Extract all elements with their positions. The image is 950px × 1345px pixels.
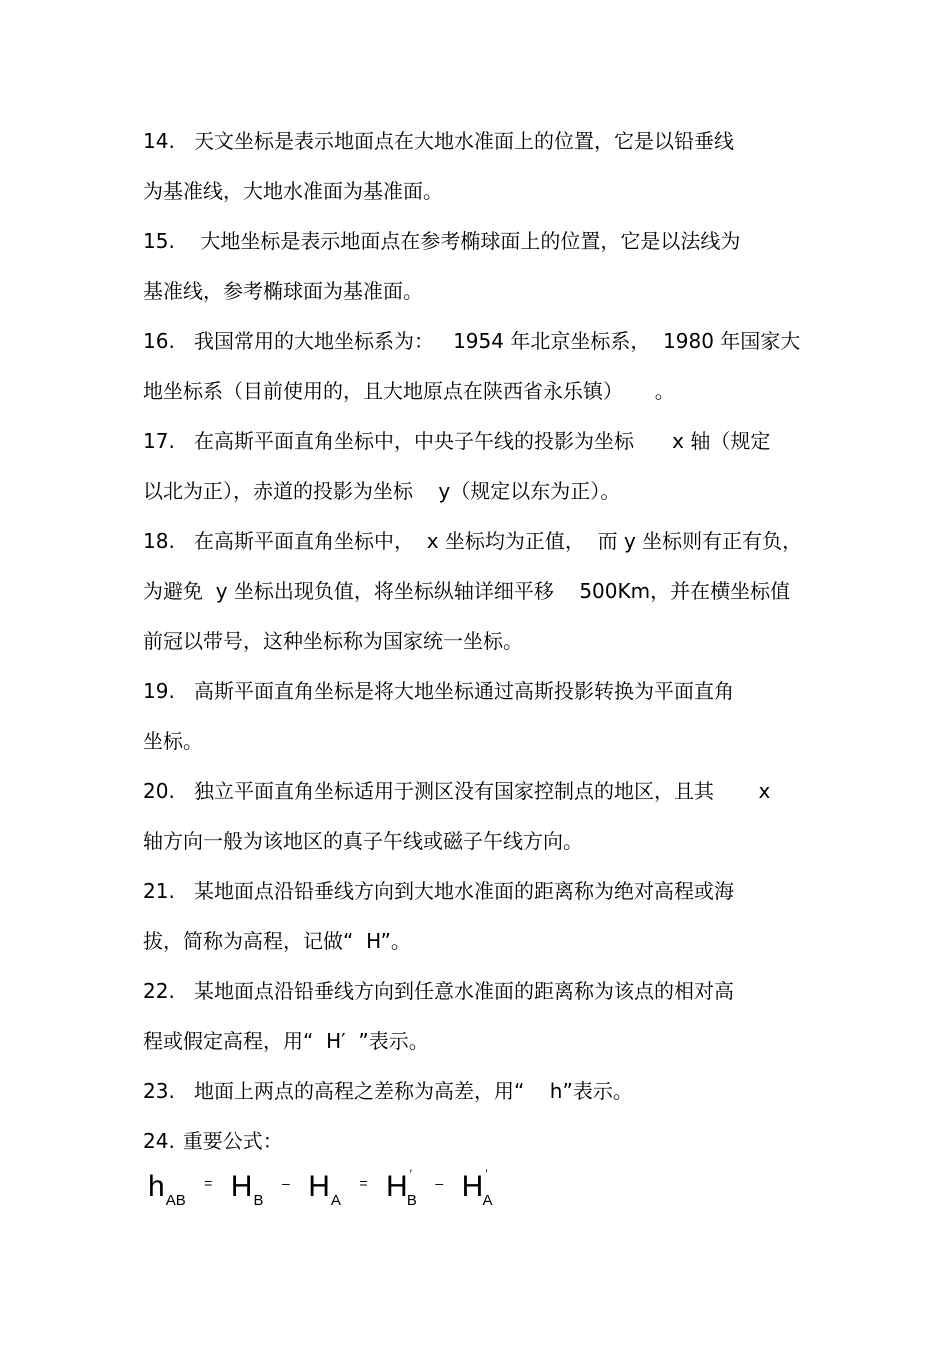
item-text: 天文坐标是表示地面点在大地水准面上的位置，它是以铅垂线 [194,129,734,153]
item-text: 为避免 y 坐标出现负值，将坐标纵轴详细平移 500Km，并在横坐标值 [143,579,791,603]
item-24 [143,1116,813,1166]
formula-ha: H [308,1170,330,1203]
item-number: 21. [143,879,175,903]
item-number: 22. [143,979,175,1003]
item-17 [143,416,813,516]
item-23 [143,1066,813,1116]
item-16 [143,316,813,416]
item-number: 14. [143,129,175,153]
item-text: 为基准线，大地水准面为基准面。 [143,179,443,203]
formula-hb-subscript: B [253,1192,264,1209]
formula-h-subscript: AB [165,1192,186,1209]
item-text: 在高斯平面直角坐标中， x 坐标均为正值， 而 y 坐标则有正有负， [194,529,803,553]
item-20 [143,766,813,866]
formula-ha-subscript: A [330,1192,341,1209]
item-text: 地坐标系（目前使用的，且大地原点在陕西省永乐镇） 。 [143,379,675,403]
item-text: 某地面点沿铅垂线方向到任意水准面的距离称为该点的相对高 [194,979,734,1003]
item-text: 以北为正），赤道的投影为坐标 y（规定以东为正）。 [143,479,621,503]
formula-equals: = [204,1175,213,1191]
item-text: 高斯平面直角坐标是将大地坐标通过高斯投影转换为平面直角 [194,679,734,703]
item-text: 在高斯平面直角坐标中，中央子午线的投影为坐标 x 轴（规定 [194,429,771,453]
formula-h: h [148,1170,165,1203]
item-number: 23. [143,1079,175,1103]
item-text: 某地面点沿铅垂线方向到大地水准面的距离称为绝对高程或海 [194,879,734,903]
height-difference-formula [148,1167,493,1220]
item-text: 拔，简称为高程，记做“ H”。 [143,929,411,953]
formula-prime-mark: ′ [485,1167,488,1181]
item-14 [143,116,813,216]
item-19 [143,666,813,766]
item-text: 我国常用的大地坐标系为： 1954 年北京坐标系， 1980 年国家大 [194,329,801,353]
formula-equals: = [359,1175,368,1191]
item-text: 地面上两点的高程之差称为高差，用“ h”表示。 [194,1079,633,1103]
item-number: 19. [143,679,175,703]
item-text: 前冠以带号，这种坐标称为国家统一坐标。 [143,629,523,653]
item-text: 独立平面直角坐标适用于测区没有国家控制点的地区，且其 x [194,779,771,803]
formula-ha-prime: H [461,1170,484,1203]
formula-ha-prime-subscript: A [482,1192,493,1209]
item-21 [143,866,813,966]
formula-prime-mark: ′ [409,1167,412,1181]
formula-minus: – [435,1175,444,1191]
item-18 [143,516,813,666]
item-text: 大地坐标是表示地面点在参考椭球面上的位置，它是以法线为 [194,229,741,253]
item-22 [143,966,813,1066]
formula-hb-prime-subscript: B [406,1192,417,1209]
item-number: 24. [143,1129,175,1153]
formula-minus: – [281,1175,290,1191]
item-number: 18. [143,529,175,553]
item-text: 坐标。 [143,729,203,753]
formula-hb: H [230,1170,253,1203]
item-15 [143,216,813,316]
item-number: 17. [143,429,175,453]
item-text: 重要公式： [182,1129,283,1153]
item-text: 基准线，参考椭球面为基准面。 [143,279,423,303]
item-number: 20. [143,779,175,803]
formula-hb-prime: H [385,1170,408,1203]
item-text: 程或假定高程，用“ H′ ”表示。 [143,1029,429,1053]
item-number: 15. [143,229,175,253]
item-number: 16. [143,329,175,353]
item-text: 轴方向一般为该地区的真子午线或磁子午线方向。 [143,829,583,853]
